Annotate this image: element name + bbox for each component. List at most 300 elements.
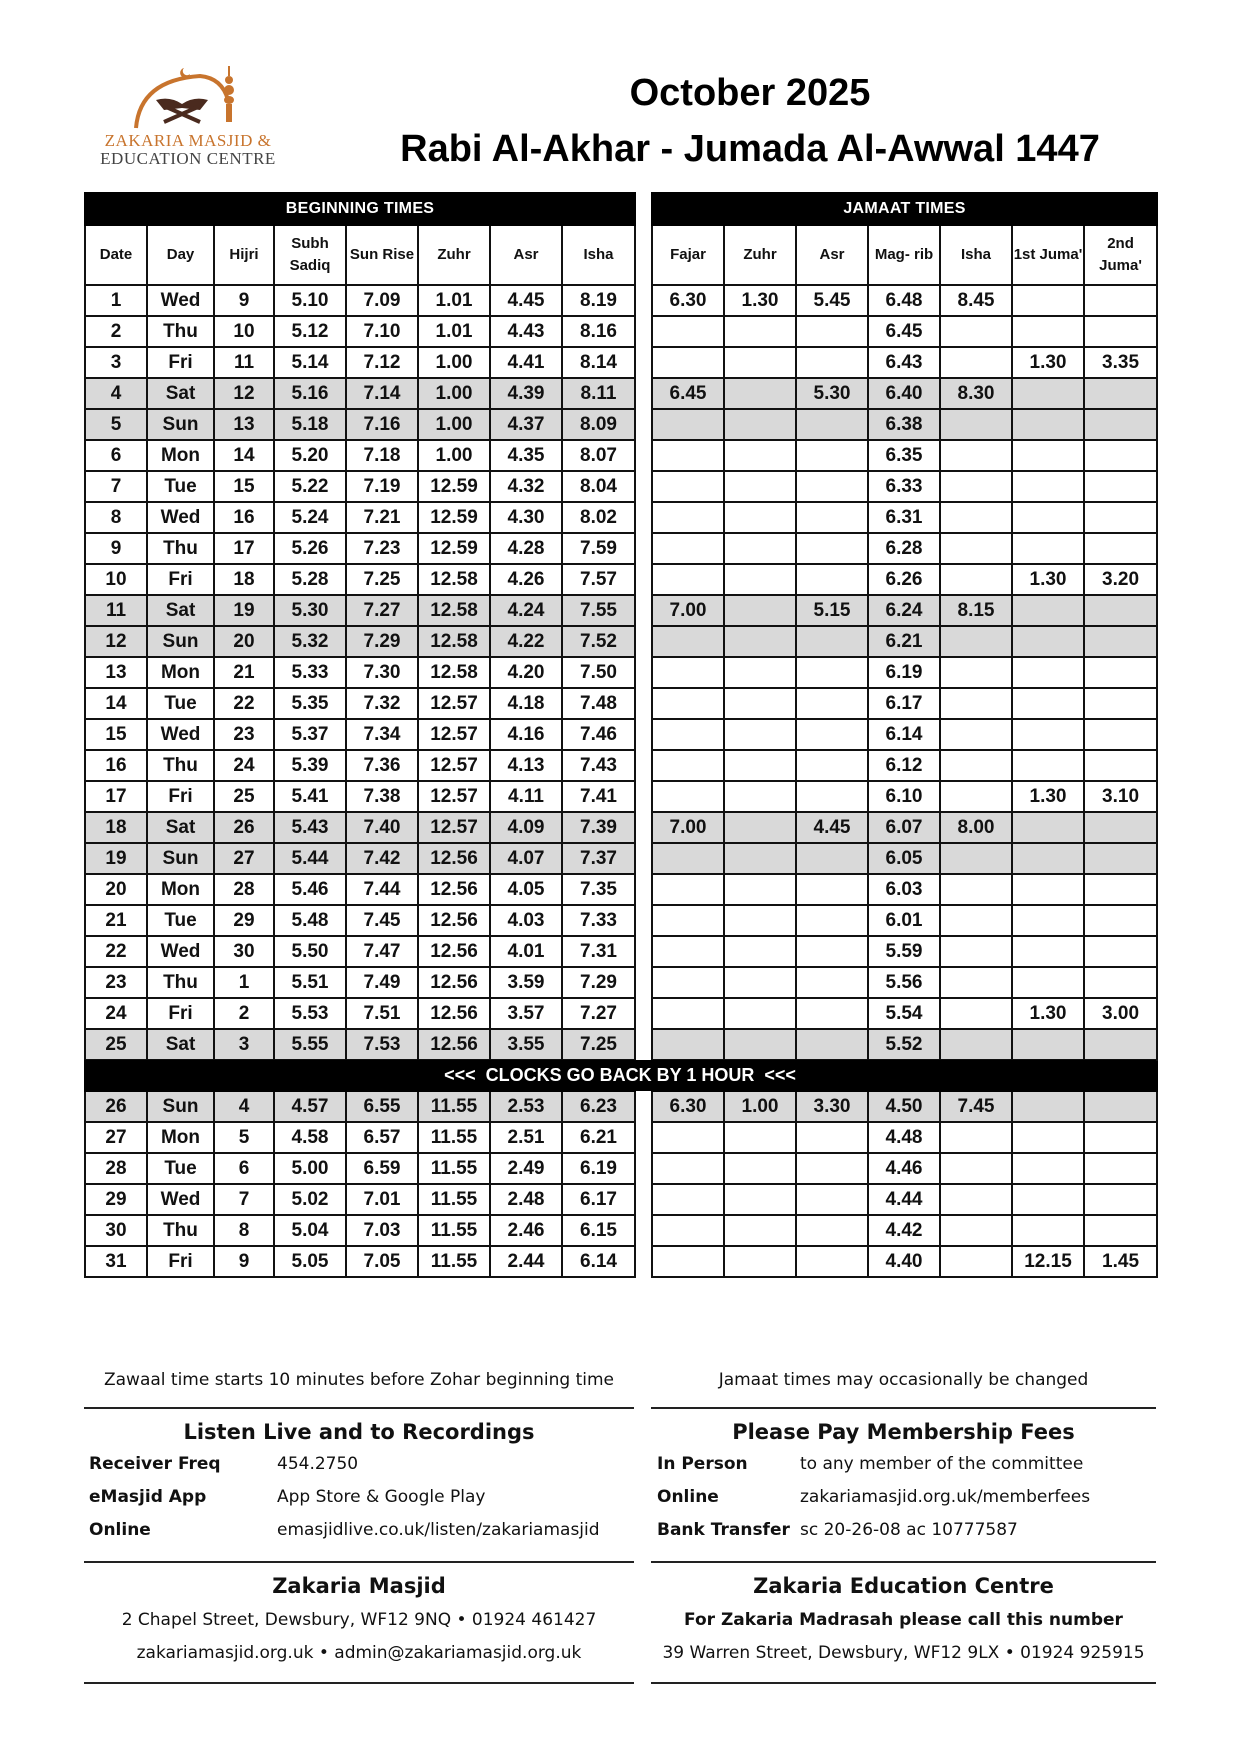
- cell-zuhr: 12.58: [418, 657, 490, 688]
- cell-j-asr: [796, 564, 868, 595]
- cell-j-juma1: [1012, 471, 1084, 502]
- cell-j-isha: [940, 564, 1012, 595]
- column-header: Date: [85, 225, 147, 285]
- cell-j-zuhr: [724, 502, 796, 533]
- table-row: [652, 378, 1157, 409]
- cell-day: Wed: [147, 719, 214, 750]
- cell-subh: 5.44: [274, 843, 346, 874]
- cell-day: Sun: [147, 626, 214, 657]
- cell-hijri: 25: [214, 781, 274, 812]
- membership-online-link[interactable]: zakariamasjid.org.uk/memberfees: [800, 1487, 1091, 1507]
- cell-date: 12: [85, 626, 147, 657]
- cell-j-asr: [796, 905, 868, 936]
- membership-item-key: Online: [657, 1487, 719, 1507]
- cell-sunrise: 7.30: [346, 657, 418, 688]
- table-row: [85, 1184, 635, 1215]
- table-row: [85, 1091, 635, 1122]
- cell-sunrise: 6.55: [346, 1091, 418, 1122]
- cell-j-fajar: [652, 347, 724, 378]
- cell-hijri: 11: [214, 347, 274, 378]
- beginning-times-table: [84, 192, 636, 1278]
- cell-j-asr: [796, 502, 868, 533]
- cell-date: 24: [85, 998, 147, 1029]
- cell-day: Tue: [147, 688, 214, 719]
- receiver-frequency: 454.2750: [277, 1454, 359, 1474]
- cell-date: 9: [85, 533, 147, 564]
- divider: [651, 1561, 1156, 1563]
- cell-subh: 5.41: [274, 781, 346, 812]
- cell-date: 22: [85, 936, 147, 967]
- cell-j-juma1: [1012, 1122, 1084, 1153]
- cell-j-zuhr: [724, 812, 796, 843]
- cell-day: Sat: [147, 812, 214, 843]
- cell-subh: 5.39: [274, 750, 346, 781]
- cell-j-fajar: [652, 1153, 724, 1184]
- cell-j-isha: [940, 1215, 1012, 1246]
- cell-day: Fri: [147, 998, 214, 1029]
- cell-j-asr: 5.15: [796, 595, 868, 626]
- cell-subh: 5.24: [274, 502, 346, 533]
- cell-sunrise: 7.16: [346, 409, 418, 440]
- cell-asr: 4.07: [490, 843, 562, 874]
- table-row: [85, 1153, 635, 1184]
- cell-j-zuhr: [724, 998, 796, 1029]
- table-row: [652, 1246, 1157, 1277]
- cell-j-juma2: [1084, 440, 1157, 471]
- cell-j-zuhr: [724, 533, 796, 564]
- cell-j-asr: [796, 1153, 868, 1184]
- cell-j-magrib: 4.50: [868, 1091, 940, 1122]
- cell-j-juma2: 3.10: [1084, 781, 1157, 812]
- cell-hijri: 20: [214, 626, 274, 657]
- column-header: 1st Juma': [1012, 225, 1084, 285]
- cell-j-juma2: [1084, 285, 1157, 316]
- cell-day: Thu: [147, 1215, 214, 1246]
- cell-zuhr: 11.55: [418, 1246, 490, 1277]
- table-row: [85, 316, 635, 347]
- column-header: Asr: [796, 225, 868, 285]
- cell-j-zuhr: [724, 657, 796, 688]
- table-row: [652, 1184, 1157, 1215]
- cell-j-juma1: 1.30: [1012, 998, 1084, 1029]
- cell-j-asr: [796, 750, 868, 781]
- cell-j-fajar: [652, 657, 724, 688]
- cell-j-isha: [940, 1122, 1012, 1153]
- divider: [84, 1682, 634, 1684]
- cell-j-asr: [796, 1215, 868, 1246]
- cell-day: Fri: [147, 347, 214, 378]
- cell-j-juma1: [1012, 440, 1084, 471]
- cell-zuhr: 12.57: [418, 750, 490, 781]
- cell-asr: 2.46: [490, 1215, 562, 1246]
- cell-j-juma2: 3.00: [1084, 998, 1157, 1029]
- cell-zuhr: 12.56: [418, 843, 490, 874]
- table-row: [652, 347, 1157, 378]
- cell-j-magrib: 4.44: [868, 1184, 940, 1215]
- cell-zuhr: 12.56: [418, 998, 490, 1029]
- cell-asr: 4.03: [490, 905, 562, 936]
- cell-hijri: 1: [214, 967, 274, 998]
- cell-j-asr: [796, 874, 868, 905]
- cell-j-fajar: [652, 409, 724, 440]
- cell-sunrise: 7.05: [346, 1246, 418, 1277]
- table-row: [85, 378, 635, 409]
- cell-j-isha: [940, 471, 1012, 502]
- cell-j-fajar: [652, 564, 724, 595]
- table-row: [652, 781, 1157, 812]
- cell-asr: 4.30: [490, 502, 562, 533]
- cell-j-juma1: [1012, 936, 1084, 967]
- table-row: [85, 781, 635, 812]
- cell-j-juma2: [1084, 843, 1157, 874]
- cell-j-juma1: [1012, 967, 1084, 998]
- table-row: [652, 595, 1157, 626]
- cell-isha: 6.15: [562, 1215, 635, 1246]
- cell-subh: 5.20: [274, 440, 346, 471]
- membership-info-list: [657, 1454, 1152, 1550]
- cell-j-juma1: [1012, 688, 1084, 719]
- cell-j-asr: [796, 843, 868, 874]
- cell-j-isha: [940, 502, 1012, 533]
- cell-j-juma1: [1012, 812, 1084, 843]
- cell-date: 21: [85, 905, 147, 936]
- cell-j-juma2: [1084, 1184, 1157, 1215]
- cell-sunrise: 7.42: [346, 843, 418, 874]
- cell-j-fajar: [652, 1122, 724, 1153]
- cell-asr: 3.59: [490, 967, 562, 998]
- cell-asr: 4.05: [490, 874, 562, 905]
- cell-zuhr: 12.58: [418, 564, 490, 595]
- masjid-name: Zakaria Masjid: [272, 1574, 446, 1598]
- table-row: [85, 905, 635, 936]
- cell-zuhr: 12.56: [418, 874, 490, 905]
- cell-day: Mon: [147, 1122, 214, 1153]
- cell-isha: 6.17: [562, 1184, 635, 1215]
- cell-j-isha: [940, 1029, 1012, 1060]
- cell-asr: 4.01: [490, 936, 562, 967]
- cell-j-zuhr: [724, 1029, 796, 1060]
- cell-asr: 2.48: [490, 1184, 562, 1215]
- cell-subh: 5.26: [274, 533, 346, 564]
- table-row: [652, 750, 1157, 781]
- cell-j-asr: [796, 471, 868, 502]
- cell-zuhr: 12.59: [418, 533, 490, 564]
- cell-j-zuhr: [724, 936, 796, 967]
- cell-zuhr: 1.00: [418, 347, 490, 378]
- cell-j-magrib: 6.48: [868, 285, 940, 316]
- cell-j-zuhr: [724, 595, 796, 626]
- table-row: [652, 440, 1157, 471]
- cell-date: 29: [85, 1184, 147, 1215]
- cell-j-asr: [796, 657, 868, 688]
- cell-date: 30: [85, 1215, 147, 1246]
- cell-isha: 7.50: [562, 657, 635, 688]
- cell-j-juma2: [1084, 1091, 1157, 1122]
- cell-zuhr: 12.57: [418, 812, 490, 843]
- divider: [84, 1561, 634, 1563]
- table-row: [85, 657, 635, 688]
- cell-subh: 5.48: [274, 905, 346, 936]
- cell-j-magrib: 6.21: [868, 626, 940, 657]
- cell-asr: 4.09: [490, 812, 562, 843]
- cell-j-juma2: [1084, 1029, 1157, 1060]
- cell-hijri: 2: [214, 998, 274, 1029]
- cell-j-juma1: [1012, 657, 1084, 688]
- cell-isha: 7.48: [562, 688, 635, 719]
- cell-sunrise: 7.38: [346, 781, 418, 812]
- cell-zuhr: 12.59: [418, 471, 490, 502]
- cell-isha: 7.39: [562, 812, 635, 843]
- cell-sunrise: 7.01: [346, 1184, 418, 1215]
- cell-j-isha: [940, 719, 1012, 750]
- cell-sunrise: 7.49: [346, 967, 418, 998]
- cell-j-isha: 8.45: [940, 285, 1012, 316]
- table-row: [85, 1029, 635, 1060]
- cell-j-isha: [940, 936, 1012, 967]
- cell-j-fajar: [652, 998, 724, 1029]
- cell-j-zuhr: [724, 1122, 796, 1153]
- cell-j-juma1: [1012, 1153, 1084, 1184]
- cell-subh: 4.58: [274, 1122, 346, 1153]
- cell-zuhr: 12.56: [418, 905, 490, 936]
- listen-online-link[interactable]: emasjidlive.co.uk/listen/zakariamasjid: [277, 1520, 600, 1540]
- cell-j-juma1: [1012, 905, 1084, 936]
- cell-day: Wed: [147, 936, 214, 967]
- table-row: [652, 874, 1157, 905]
- cell-day: Sat: [147, 1029, 214, 1060]
- jamaat-times-table: [651, 192, 1158, 1278]
- cell-hijri: 23: [214, 719, 274, 750]
- table-row: [652, 905, 1157, 936]
- cell-j-isha: [940, 905, 1012, 936]
- cell-j-fajar: [652, 874, 724, 905]
- cell-date: 31: [85, 1246, 147, 1277]
- column-header: Mag- rib: [868, 225, 940, 285]
- cell-j-isha: [940, 347, 1012, 378]
- cell-j-magrib: 6.24: [868, 595, 940, 626]
- cell-j-juma1: [1012, 316, 1084, 347]
- table-row: [85, 347, 635, 378]
- cell-j-magrib: 4.42: [868, 1215, 940, 1246]
- divider: [84, 1407, 634, 1409]
- listen-item-key: Online: [89, 1520, 151, 1540]
- table-row: [85, 750, 635, 781]
- table-row: [85, 502, 635, 533]
- table-row: [85, 1246, 635, 1277]
- cell-j-juma2: [1084, 378, 1157, 409]
- table-row: [652, 1215, 1157, 1246]
- cell-j-fajar: [652, 843, 724, 874]
- cell-zuhr: 12.56: [418, 936, 490, 967]
- cell-asr: 4.43: [490, 316, 562, 347]
- cell-isha: 8.16: [562, 316, 635, 347]
- cell-j-magrib: 6.17: [868, 688, 940, 719]
- cell-j-asr: [796, 626, 868, 657]
- centre-address: 39 Warren Street, Dewsbury, WF12 9LX • 01924 925915: [662, 1643, 1145, 1663]
- cell-j-asr: 5.30: [796, 378, 868, 409]
- cell-j-juma2: 3.35: [1084, 347, 1157, 378]
- cell-j-juma2: 3.20: [1084, 564, 1157, 595]
- cell-j-juma2: [1084, 874, 1157, 905]
- cell-day: Mon: [147, 657, 214, 688]
- cell-j-asr: [796, 440, 868, 471]
- cell-asr: 4.41: [490, 347, 562, 378]
- cell-j-fajar: [652, 533, 724, 564]
- cell-asr: 4.11: [490, 781, 562, 812]
- cell-j-juma1: [1012, 1029, 1084, 1060]
- cell-date: 7: [85, 471, 147, 502]
- cell-hijri: 13: [214, 409, 274, 440]
- cell-j-asr: [796, 1029, 868, 1060]
- table-row: [652, 1153, 1157, 1184]
- cell-j-juma2: 1.45: [1084, 1246, 1157, 1277]
- cell-j-zuhr: [724, 626, 796, 657]
- cell-date: 2: [85, 316, 147, 347]
- cell-j-isha: 8.15: [940, 595, 1012, 626]
- centre-subtitle: For Zakaria Madrasah please call this number: [684, 1610, 1123, 1630]
- cell-zuhr: 12.58: [418, 595, 490, 626]
- app-store-info: App Store & Google Play: [277, 1487, 486, 1507]
- cell-j-isha: [940, 1153, 1012, 1184]
- cell-j-juma2: [1084, 533, 1157, 564]
- table-row: [85, 564, 635, 595]
- cell-j-zuhr: [724, 750, 796, 781]
- cell-sunrise: 7.12: [346, 347, 418, 378]
- cell-j-asr: [796, 1122, 868, 1153]
- cell-date: 3: [85, 347, 147, 378]
- cell-subh: 5.50: [274, 936, 346, 967]
- cell-hijri: 27: [214, 843, 274, 874]
- cell-isha: 7.55: [562, 595, 635, 626]
- cell-asr: 2.49: [490, 1153, 562, 1184]
- table-row: [85, 595, 635, 626]
- cell-j-juma2: [1084, 750, 1157, 781]
- cell-asr: 4.20: [490, 657, 562, 688]
- cell-j-isha: [940, 657, 1012, 688]
- cell-subh: 5.02: [274, 1184, 346, 1215]
- cell-j-juma1: [1012, 533, 1084, 564]
- cell-hijri: 3: [214, 1029, 274, 1060]
- cell-hijri: 9: [214, 285, 274, 316]
- cell-date: 19: [85, 843, 147, 874]
- cell-j-asr: [796, 1246, 868, 1277]
- cell-zuhr: 12.56: [418, 967, 490, 998]
- cell-subh: 5.14: [274, 347, 346, 378]
- table-row: [652, 502, 1157, 533]
- cell-sunrise: 7.53: [346, 1029, 418, 1060]
- cell-isha: 7.37: [562, 843, 635, 874]
- table-row: [85, 874, 635, 905]
- cell-subh: 5.33: [274, 657, 346, 688]
- cell-isha: 7.57: [562, 564, 635, 595]
- cell-j-asr: [796, 967, 868, 998]
- cell-sunrise: 7.03: [346, 1215, 418, 1246]
- cell-asr: 3.57: [490, 998, 562, 1029]
- cell-j-isha: [940, 533, 1012, 564]
- centre-name: Zakaria Education Centre: [753, 1574, 1054, 1598]
- cell-isha: 7.43: [562, 750, 635, 781]
- cell-j-juma2: [1084, 409, 1157, 440]
- cell-j-zuhr: [724, 1184, 796, 1215]
- table-row: [652, 409, 1157, 440]
- cell-j-asr: [796, 409, 868, 440]
- cell-zuhr: 11.55: [418, 1091, 490, 1122]
- cell-j-fajar: [652, 719, 724, 750]
- cell-j-magrib: 5.59: [868, 936, 940, 967]
- cell-j-juma2: [1084, 595, 1157, 626]
- cell-day: Wed: [147, 1184, 214, 1215]
- cell-j-juma2: [1084, 967, 1157, 998]
- cell-j-isha: 8.30: [940, 378, 1012, 409]
- cell-sunrise: 7.25: [346, 564, 418, 595]
- zawaal-note: Zawaal time starts 10 minutes before Zohar beginning time: [103, 1370, 614, 1390]
- table-row: [652, 936, 1157, 967]
- cell-j-fajar: 6.30: [652, 1091, 724, 1122]
- column-header: Subh Sadiq: [274, 225, 346, 285]
- cell-sunrise: 7.45: [346, 905, 418, 936]
- table-row: [652, 285, 1157, 316]
- cell-j-juma1: 1.30: [1012, 564, 1084, 595]
- cell-j-magrib: 6.31: [868, 502, 940, 533]
- cell-date: 14: [85, 688, 147, 719]
- cell-zuhr: 12.57: [418, 719, 490, 750]
- cell-date: 11: [85, 595, 147, 626]
- membership-section-title: Please Pay Membership Fees: [732, 1420, 1075, 1444]
- cell-j-fajar: [652, 1215, 724, 1246]
- cell-j-isha: [940, 409, 1012, 440]
- cell-subh: 5.10: [274, 285, 346, 316]
- table-row: [85, 1122, 635, 1153]
- cell-j-juma2: [1084, 905, 1157, 936]
- cell-j-zuhr: [724, 440, 796, 471]
- cell-j-zuhr: [724, 1153, 796, 1184]
- cell-j-asr: 3.30: [796, 1091, 868, 1122]
- cell-j-juma1: [1012, 626, 1084, 657]
- cell-j-fajar: [652, 316, 724, 347]
- cell-zuhr: 12.58: [418, 626, 490, 657]
- cell-day: Wed: [147, 285, 214, 316]
- cell-asr: 4.22: [490, 626, 562, 657]
- table-row: [652, 1029, 1157, 1060]
- cell-subh: 5.04: [274, 1215, 346, 1246]
- cell-subh: 5.22: [274, 471, 346, 502]
- table-row: [652, 657, 1157, 688]
- cell-sunrise: 7.19: [346, 471, 418, 502]
- cell-subh: 5.55: [274, 1029, 346, 1060]
- cell-isha: 8.04: [562, 471, 635, 502]
- table-row: [85, 409, 635, 440]
- masjid-contact[interactable]: zakariamasjid.org.uk • admin@zakariamasjid.org.uk: [136, 1643, 582, 1663]
- cell-hijri: 15: [214, 471, 274, 502]
- cell-day: Sun: [147, 1091, 214, 1122]
- cell-asr: 4.16: [490, 719, 562, 750]
- cell-sunrise: 7.14: [346, 378, 418, 409]
- cell-day: Fri: [147, 564, 214, 595]
- cell-isha: 6.19: [562, 1153, 635, 1184]
- cell-subh: 5.46: [274, 874, 346, 905]
- cell-subh: 5.18: [274, 409, 346, 440]
- table-row: [85, 998, 635, 1029]
- cell-hijri: 28: [214, 874, 274, 905]
- cell-hijri: 5: [214, 1122, 274, 1153]
- cell-isha: 7.25: [562, 1029, 635, 1060]
- clocks-change-banner: <<< CLOCKS GO BACK BY 1 HOUR <<<: [84, 1060, 1156, 1091]
- table-row: [85, 471, 635, 502]
- cell-zuhr: 11.55: [418, 1122, 490, 1153]
- cell-subh: 5.16: [274, 378, 346, 409]
- cell-j-juma2: [1084, 1122, 1157, 1153]
- cell-asr: 4.37: [490, 409, 562, 440]
